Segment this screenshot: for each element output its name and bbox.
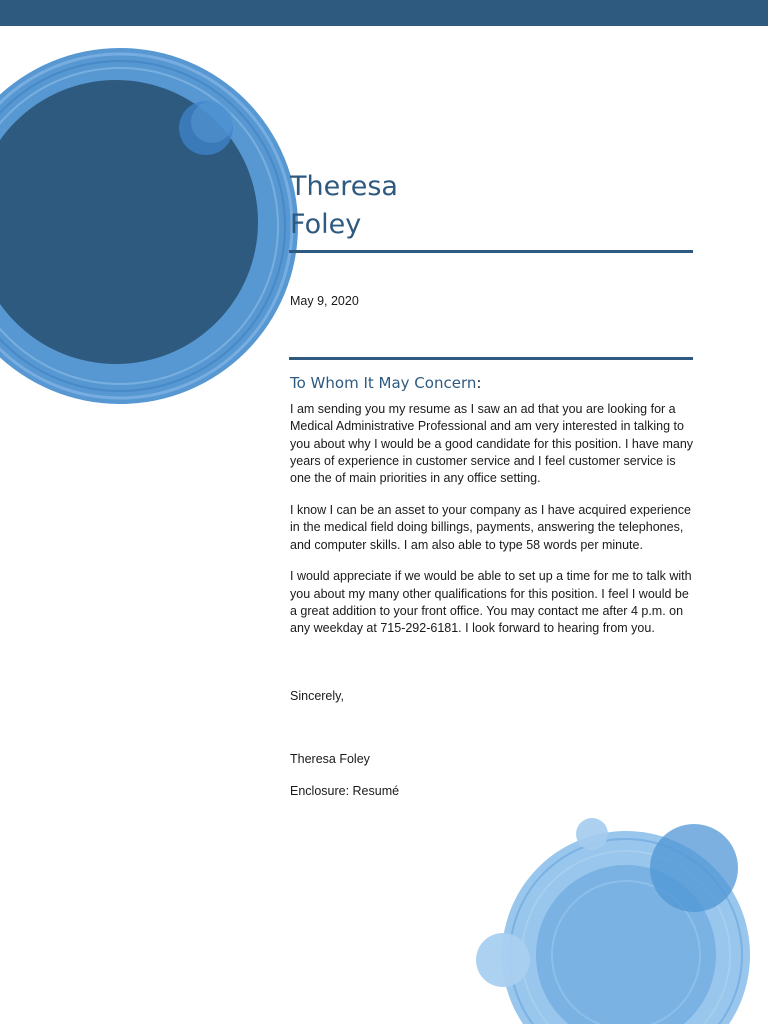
first-name: Theresa (290, 171, 398, 202)
signer-name: Theresa Foley (290, 752, 370, 766)
body-paragraph: I know I can be an asset to your company as I have acquired experience in the medical field doing billings, payments, answering the telephones, and computer skills. I am also able to type 58 words per minute. (290, 502, 691, 552)
closing: Sincerely, (290, 689, 344, 703)
bottom-right-circle-graphic (476, 818, 750, 1024)
body-paragraph: I would appreciate if we would be able to set up a time for me to talk with you about my many other qualifications for this position. I feel I would be a great addition to your front office. You may contact me after 4 p.m. on any weekday at 715-292-6181. I look forward to hearing from you. (290, 569, 692, 636)
enclosure-note: Enclosure: Resumé (290, 784, 400, 798)
letter-body (290, 401, 698, 652)
top-left-circle-graphic (0, 48, 298, 404)
body-paragraph: I am sending you my resume as I saw an ad that you are looking for a Medical Administrative Professional and am very interested in talking to you about why I would be a good candidate for this position. I have many years of experience in customer service and I feel customer service is one the of main priorities in any office setting. (290, 402, 694, 486)
divider-top (289, 250, 693, 253)
last-name: Foley (290, 209, 362, 240)
salutation (290, 374, 481, 392)
salutation-text: To Whom It May Concern (290, 374, 477, 392)
applicant-name (290, 168, 398, 244)
salutation-colon: : (476, 374, 482, 392)
letter-date: May 9, 2020 (290, 294, 359, 308)
divider-bottom (289, 357, 693, 360)
